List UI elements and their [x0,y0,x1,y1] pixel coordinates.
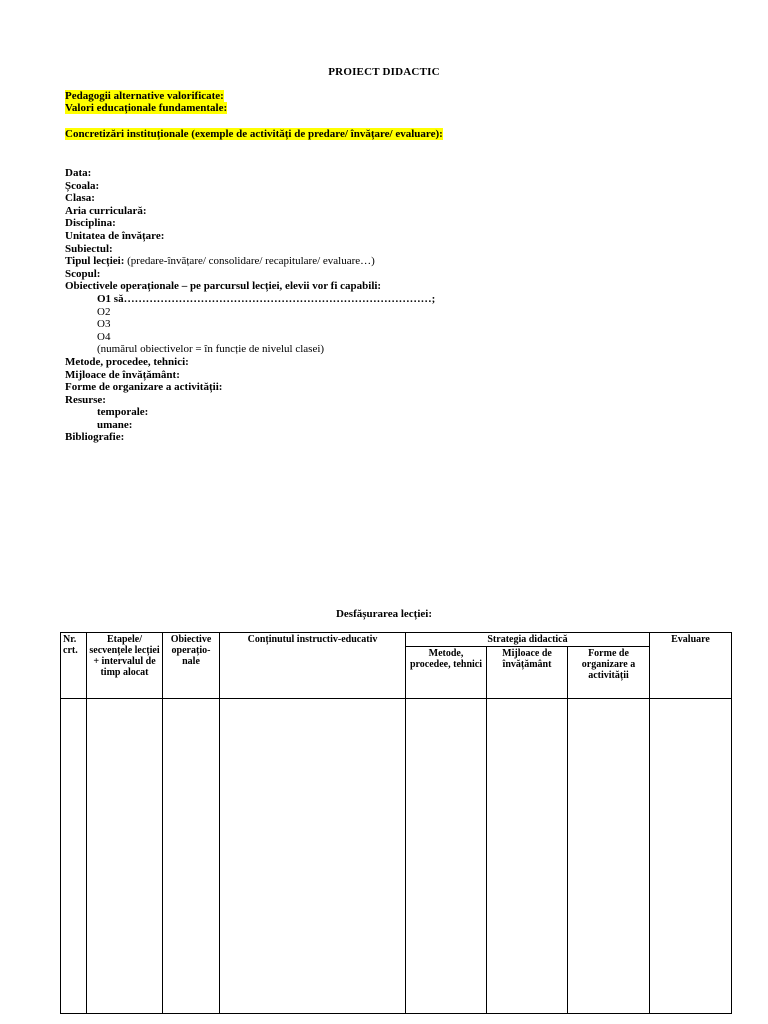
cell-nr[interactable] [61,699,87,1014]
header-content: Conținutul instructiv-educativ [220,633,406,699]
subject-field: Subiectul: [65,242,113,255]
bibliography-field: Bibliografie: [65,431,125,444]
cell-means[interactable] [487,699,568,1014]
methods-field: Metode, procedee, tehnici: [65,355,189,368]
class-field: Clasa: [65,192,95,205]
cell-objectives[interactable] [163,699,220,1014]
header-objectives: Obiective operațio-nale [163,633,220,699]
school-field: Școala: [65,179,100,192]
objective-o2: O2 [97,305,111,318]
curricular-area-field: Aria curriculară: [65,204,147,217]
learning-unit-field: Unitatea de învățare: [65,229,165,242]
objectives-note: (numărul obiectivelor = în funcție de nivelul clasei) [97,343,325,356]
document-title: PROIECT DIDACTIC [328,66,440,78]
values-label: Valori educaționale fundamentale: [65,102,228,114]
objective-o1: O1 să…………………………………………………………………………; [97,292,436,305]
table-row [61,699,732,1014]
header-stages: Etapele/ secvențele lecției + intervalul de timp alocat [87,633,163,699]
lesson-flow-title: Desfășurarea lecției: [335,608,432,620]
header-methods: Metode, procedee, tehnici [406,647,487,699]
forms-field: Forme de organizare a activității: [65,381,223,394]
resources-field: Resurse: [65,393,106,406]
institutional-label: Concretizări instituționale (exemple de activități de predare/ învățare/ evaluare): [65,128,443,140]
lesson-type-value: (predare-învățare/ consolidare/ recapitulare/ evaluare…) [124,255,375,268]
date-field: Data: [65,167,92,179]
temporal-resources-field: temporale: [97,406,149,419]
pedagogies-label: Pedagogii alternative valorificate: [65,90,224,102]
lesson-type-label: Tipul lecției: [65,255,125,268]
header-strategy: Strategia didactică [406,633,650,647]
header-forms: Forme de organizare a activității [568,647,650,699]
objective-o3: O3 [97,318,111,331]
cell-forms[interactable] [568,699,650,1014]
lesson-type-field [65,255,435,268]
objectives-field: Obiectivele operaționale – pe parcursul lecției, elevii vor fi capabili: [65,280,382,293]
lesson-fields [65,167,435,444]
header-evaluation: Evaluare [650,633,732,699]
cell-stages[interactable] [87,699,163,1014]
cell-evaluation[interactable] [650,699,732,1014]
cell-content[interactable] [220,699,406,1014]
human-resources-field: umane: [97,418,133,431]
objective-o4: O4 [97,330,111,343]
header-nr: Nr. crt. [61,633,87,699]
discipline-field: Disciplina: [65,217,116,230]
table-header-row [61,633,732,647]
header-means: Mijloace de învățământ [487,647,568,699]
lesson-flow-table [60,632,732,1014]
means-field: Mijloace de învățământ: [65,368,180,381]
cell-methods[interactable] [406,699,487,1014]
purpose-field: Scopul: [65,267,101,280]
